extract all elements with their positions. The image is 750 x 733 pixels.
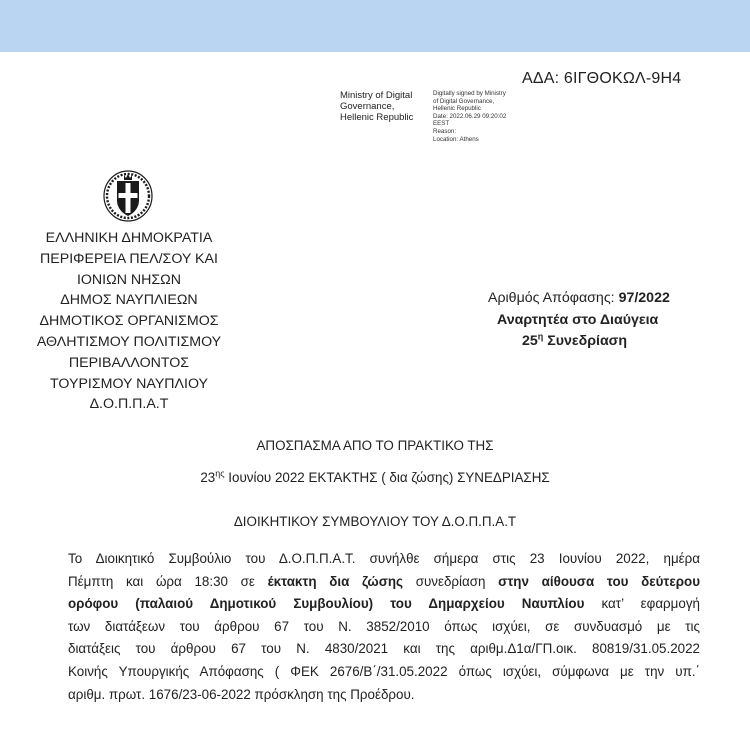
- text-run: συνεδρίαση: [403, 573, 499, 589]
- greek-coat-of-arms-icon: [101, 167, 155, 223]
- authority-line: ΕΛΛΗΝΙΚΗ ΔΗΜΟΚΡΑΤΙΑ: [45, 230, 213, 246]
- text-run-bold: έκτακτη δια ζώσης: [267, 573, 404, 589]
- authority-line: ΑΘΛΗΤΙΣΜΟΥ ΠΟΛΙΤΙΣΜΟΥ: [36, 333, 222, 350]
- signature-detail-line: Hellenic Republic: [433, 105, 481, 113]
- text-run-bold: ορόφου (παλαιού Δημοτικού Συμβουλίου) του Δημαρχείου Ναυπλίου: [68, 596, 585, 612]
- session-number-row: [522, 331, 627, 351]
- signature-details: [433, 90, 543, 143]
- session-date-day: 23: [200, 470, 216, 485]
- text-run: Πέμπτη και ώρα 18:30 σε: [68, 573, 268, 589]
- authority-line: Δ.Ο.Π.Π.Α.Τ: [89, 396, 169, 413]
- minutes-paragraph: [68, 548, 700, 706]
- signature-organization: [340, 90, 430, 123]
- authority-line: ΔΗΜΟΤΙΚΟΣ ΟΡΓΑΝΙΣΜΟΣ: [39, 313, 219, 330]
- session-ordinal: η: [537, 331, 544, 342]
- authority-line: ΤΟΥΡΙΣΜΟΥ ΝΑΥΠΛΙΟΥ: [50, 375, 208, 392]
- top-band: [0, 0, 750, 52]
- decision-posting: Αναρτητέα στο Διαύγεια: [497, 312, 659, 328]
- text-run-bold: στην αίθουσα του δεύτερου: [498, 573, 700, 589]
- text-run: κατ’ εφαρμογή: [584, 596, 700, 612]
- paragraph-line: των διατάξεων του άρθρου 67 του Ν. 3852/2010 όπως ισχύει, σε συνδυασμό με τις: [68, 618, 700, 634]
- signature-detail-line: Reason:: [433, 127, 457, 135]
- issuing-authority: [20, 228, 238, 415]
- paragraph-line: Κοινής Υπουργικής Απόφασης ( ΦΕΚ 2676/Β΄/31.05.2022 όπως ισχύει, σύμφωνα με την υπ.΄: [68, 663, 700, 679]
- paragraph-line: Το Διοικητικό Συμβούλιο του Δ.Ο.Π.Π.Α.Τ. συνήλθε σήμερα στις 23 Ιουνίου 2022, ημέρα: [68, 551, 700, 566]
- signature-org-line: Hellenic Republic: [340, 112, 414, 123]
- session-label: Συνεδρίαση: [543, 333, 628, 349]
- authority-line: ΔΗΜΟΣ ΝΑΥΠΛΙΕΩΝ: [60, 292, 198, 309]
- authority-line: ΙΟΝΙΩΝ ΝΗΣΩΝ: [76, 271, 182, 288]
- decision-number: 97/2022: [618, 290, 670, 306]
- signature-detail-line: of Digital Governance,: [433, 97, 495, 105]
- paragraph-line: αριθμ. πρωτ. 1676/23-06-2022 πρόσκληση της Προέδρου.: [68, 686, 415, 702]
- session-date-heading: [0, 470, 750, 485]
- paragraph-line: [68, 593, 700, 616]
- board-heading: ΔΙΟΙΚΗΤΙΚΟΥ ΣΥΜΒΟΥΛΙΟΥ ΤΟΥ Δ.Ο.Π.Π.Α.Τ: [233, 514, 517, 529]
- decision-number-row: [488, 288, 670, 308]
- paragraph-line: [68, 571, 700, 594]
- authority-line: ΠΕΡΙΒΑΛΛΟΝΤΟΣ: [68, 354, 190, 371]
- signature-detail-line: Digitally signed by Ministry: [433, 90, 506, 97]
- decision-number-label: Αριθμός Απόφασης:: [488, 290, 619, 306]
- session-date-rest: Ιουνίου 2022 ΕΚΤΑΚΤΗΣ ( δια ζώσης) ΣΥΝΕΔΡΙΑΣΗΣ: [224, 470, 550, 485]
- session-date-ordinal: ης: [215, 468, 225, 479]
- signature-org-line: Governance,: [340, 101, 395, 112]
- signature-detail-line: Location: Athens: [433, 135, 479, 143]
- signature-org-line: Ministry of Digital: [340, 90, 413, 101]
- signature-detail-line: EEST: [433, 120, 450, 128]
- ada-code: ΑΔΑ: 6ΙΓΘΟΚΩΛ-9Η4: [522, 70, 682, 87]
- excerpt-heading: ΑΠΟΣΠΑΣΜΑ ΑΠΟ ΤΟ ΠΡΑΚΤΙΚΟ ΤΗΣ: [256, 438, 494, 453]
- paragraph-line: διατάξεις του άρθρου 67 του Ν. 4830/2021 και της αριθμ.Δ1α/ΓΠ.οικ. 80819/31.05.2022: [68, 641, 700, 657]
- signature-detail-line: Date: 2022.06.29 09:20:02: [433, 112, 507, 120]
- session-number: 25: [522, 333, 538, 349]
- authority-line: ΠΕΡΙΦΕΡΕΙΑ ΠΕΛ/ΣΟΥ ΚΑΙ: [40, 250, 218, 267]
